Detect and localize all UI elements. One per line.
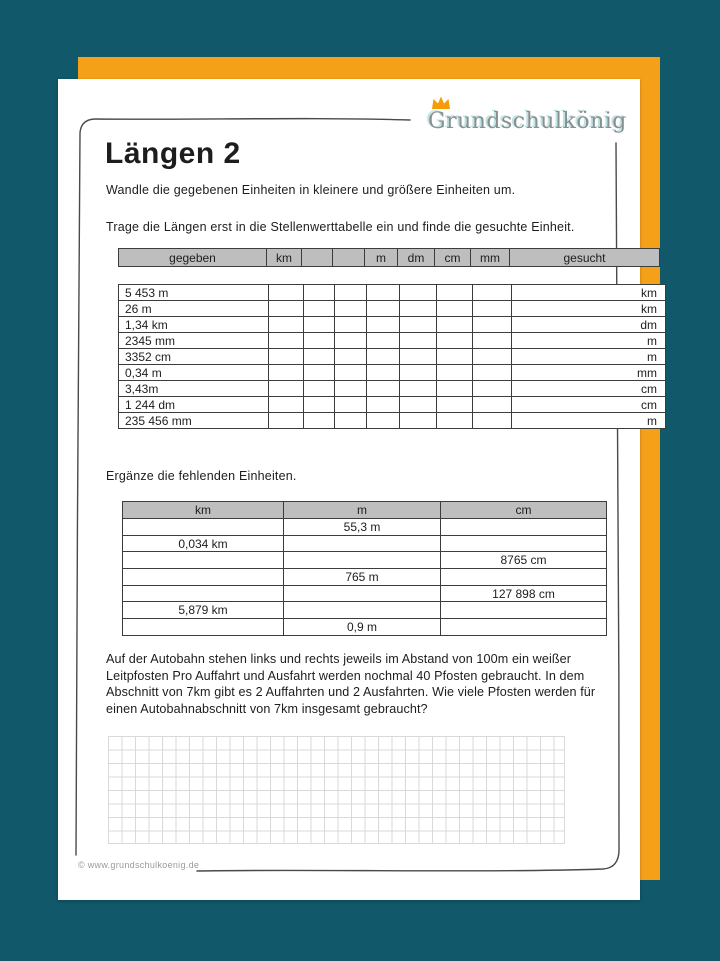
table-cell	[367, 285, 400, 301]
table-cell: 0,9 m	[284, 619, 441, 636]
table-cell: km	[512, 285, 666, 301]
table-cell	[123, 619, 284, 636]
table-cell: cm	[512, 381, 666, 397]
place-value-table-header	[118, 248, 660, 267]
logo-text: Grundschulkönig	[428, 109, 627, 134]
column-header	[302, 249, 333, 267]
table-cell	[284, 585, 441, 602]
squared-working-area	[108, 736, 565, 844]
table-cell	[367, 301, 400, 317]
column-header: cm	[441, 502, 607, 519]
column-header: gegeben	[119, 249, 267, 267]
table-cell	[367, 413, 400, 429]
place-value-table-body	[118, 284, 666, 429]
table-cell	[437, 333, 473, 349]
table-cell	[123, 585, 284, 602]
table-cell: 0,034 km	[123, 535, 284, 552]
table-cell	[304, 413, 335, 429]
table-cell	[473, 397, 512, 413]
table-cell	[269, 349, 304, 365]
table-cell: 3352 cm	[119, 349, 269, 365]
table-cell	[367, 381, 400, 397]
table-cell: 55,3 m	[284, 519, 441, 536]
table-cell: 1,34 km	[119, 317, 269, 333]
table-cell	[400, 381, 437, 397]
table-cell	[284, 535, 441, 552]
table-cell	[473, 365, 512, 381]
table-cell	[400, 413, 437, 429]
table-cell	[437, 317, 473, 333]
table-cell	[335, 365, 367, 381]
table-cell	[335, 349, 367, 365]
page-title: Längen 2	[105, 137, 241, 170]
column-header: m	[284, 502, 441, 519]
word-problem-text: Auf der Autobahn stehen links und rechts jeweils im Abstand von 100m ein weißer Leitpfosten Pro Auffahrt und Ausfahrt werden nochmal 40 Pfosten gebraucht. In dem Abschnitt von 7km gibt es 2 Auffahrten und 2 Ausfahrten. Wie viele Pfosten werden für einen Autobahnabschnitt von 7km insgesamt gebraucht?	[106, 652, 596, 716]
table-cell	[304, 349, 335, 365]
table-row	[123, 535, 607, 552]
table-cell	[304, 301, 335, 317]
table-cell	[441, 602, 607, 619]
table-cell	[284, 602, 441, 619]
table-cell	[367, 349, 400, 365]
table-cell	[437, 285, 473, 301]
table-row	[119, 349, 666, 365]
table-row	[119, 285, 666, 301]
column-header: cm	[435, 249, 471, 267]
table-cell	[304, 381, 335, 397]
table-cell	[335, 301, 367, 317]
table-row	[119, 317, 666, 333]
column-header: m	[365, 249, 398, 267]
table-cell: m	[512, 349, 666, 365]
table-cell	[335, 285, 367, 301]
column-header	[333, 249, 365, 267]
table-cell	[400, 285, 437, 301]
table-cell	[400, 333, 437, 349]
table-cell	[335, 333, 367, 349]
table-row	[119, 301, 666, 317]
column-header: km	[267, 249, 302, 267]
table-cell	[367, 397, 400, 413]
table-cell	[473, 301, 512, 317]
table-cell: mm	[512, 365, 666, 381]
table-cell: 26 m	[119, 301, 269, 317]
table-cell	[400, 349, 437, 365]
column-header: gesucht	[510, 249, 660, 267]
table-cell	[441, 619, 607, 636]
copyright-footer: © www.grundschulkoenig.de	[78, 860, 200, 870]
table-cell	[473, 381, 512, 397]
table-cell	[269, 365, 304, 381]
table-row	[123, 602, 607, 619]
table-cell	[400, 365, 437, 381]
table-cell	[473, 413, 512, 429]
worksheet-sheet	[58, 79, 657, 900]
table-cell	[441, 519, 607, 536]
table-cell	[304, 317, 335, 333]
column-header: mm	[471, 249, 510, 267]
grundschulkoenig-logo	[424, 101, 634, 141]
table-cell	[441, 569, 607, 586]
table-cell	[123, 569, 284, 586]
table-cell: 5 453 m	[119, 285, 269, 301]
table-cell: 765 m	[284, 569, 441, 586]
table-row	[123, 585, 607, 602]
table-cell: dm	[512, 317, 666, 333]
instruction-line-3: Ergänze die fehlenden Einheiten.	[106, 469, 297, 483]
instruction-line-2: Trage die Längen erst in die Stellenwerttabelle ein und finde die gesuchte Einheit.	[106, 220, 575, 234]
table-cell	[123, 519, 284, 536]
table-cell	[335, 317, 367, 333]
table-cell: 3,43m	[119, 381, 269, 397]
table-cell	[400, 301, 437, 317]
table-row	[119, 381, 666, 397]
table-cell	[304, 397, 335, 413]
column-header: dm	[398, 249, 435, 267]
table-cell: 8765 cm	[441, 552, 607, 569]
table-cell	[335, 381, 367, 397]
table-cell	[473, 317, 512, 333]
crown-icon	[430, 95, 452, 110]
table-cell: 1 244 dm	[119, 397, 269, 413]
table-row	[119, 365, 666, 381]
table-cell	[284, 552, 441, 569]
table-cell: 0,34 m	[119, 365, 269, 381]
table-cell	[335, 413, 367, 429]
table-cell	[473, 349, 512, 365]
table-cell	[441, 535, 607, 552]
table-cell	[437, 301, 473, 317]
table-cell: 127 898 cm	[441, 585, 607, 602]
table-cell: m	[512, 333, 666, 349]
table-cell	[269, 381, 304, 397]
table-cell	[304, 333, 335, 349]
table-cell	[269, 317, 304, 333]
table-cell	[269, 301, 304, 317]
header-row	[123, 502, 607, 519]
table-cell	[437, 365, 473, 381]
table-row	[119, 333, 666, 349]
table-cell	[335, 397, 367, 413]
table-cell: cm	[512, 397, 666, 413]
instruction-line-1: Wandle die gegebenen Einheiten in kleinere und größere Einheiten um.	[106, 183, 516, 197]
table-cell	[400, 397, 437, 413]
table-cell	[367, 317, 400, 333]
table-cell	[367, 365, 400, 381]
table-cell	[304, 365, 335, 381]
table-cell	[437, 413, 473, 429]
table-cell	[437, 349, 473, 365]
table-cell: m	[512, 413, 666, 429]
header-row	[119, 249, 660, 267]
table-cell	[473, 285, 512, 301]
table-cell	[269, 413, 304, 429]
table-row	[123, 519, 607, 536]
table-cell: 2345 mm	[119, 333, 269, 349]
table-row	[123, 619, 607, 636]
table-cell	[367, 333, 400, 349]
table-cell	[473, 333, 512, 349]
table-cell	[269, 333, 304, 349]
table-cell: km	[512, 301, 666, 317]
table-cell: 5,879 km	[123, 602, 284, 619]
table-cell	[269, 285, 304, 301]
table-cell: 235 456 mm	[119, 413, 269, 429]
units-table	[122, 501, 607, 636]
table-cell	[304, 285, 335, 301]
table-row	[123, 569, 607, 586]
column-header: km	[123, 502, 284, 519]
table-cell	[437, 397, 473, 413]
table-row	[123, 552, 607, 569]
table-cell	[400, 317, 437, 333]
table-row	[119, 413, 666, 429]
table-cell	[123, 552, 284, 569]
table-cell	[437, 381, 473, 397]
table-cell	[269, 397, 304, 413]
table-row	[119, 397, 666, 413]
